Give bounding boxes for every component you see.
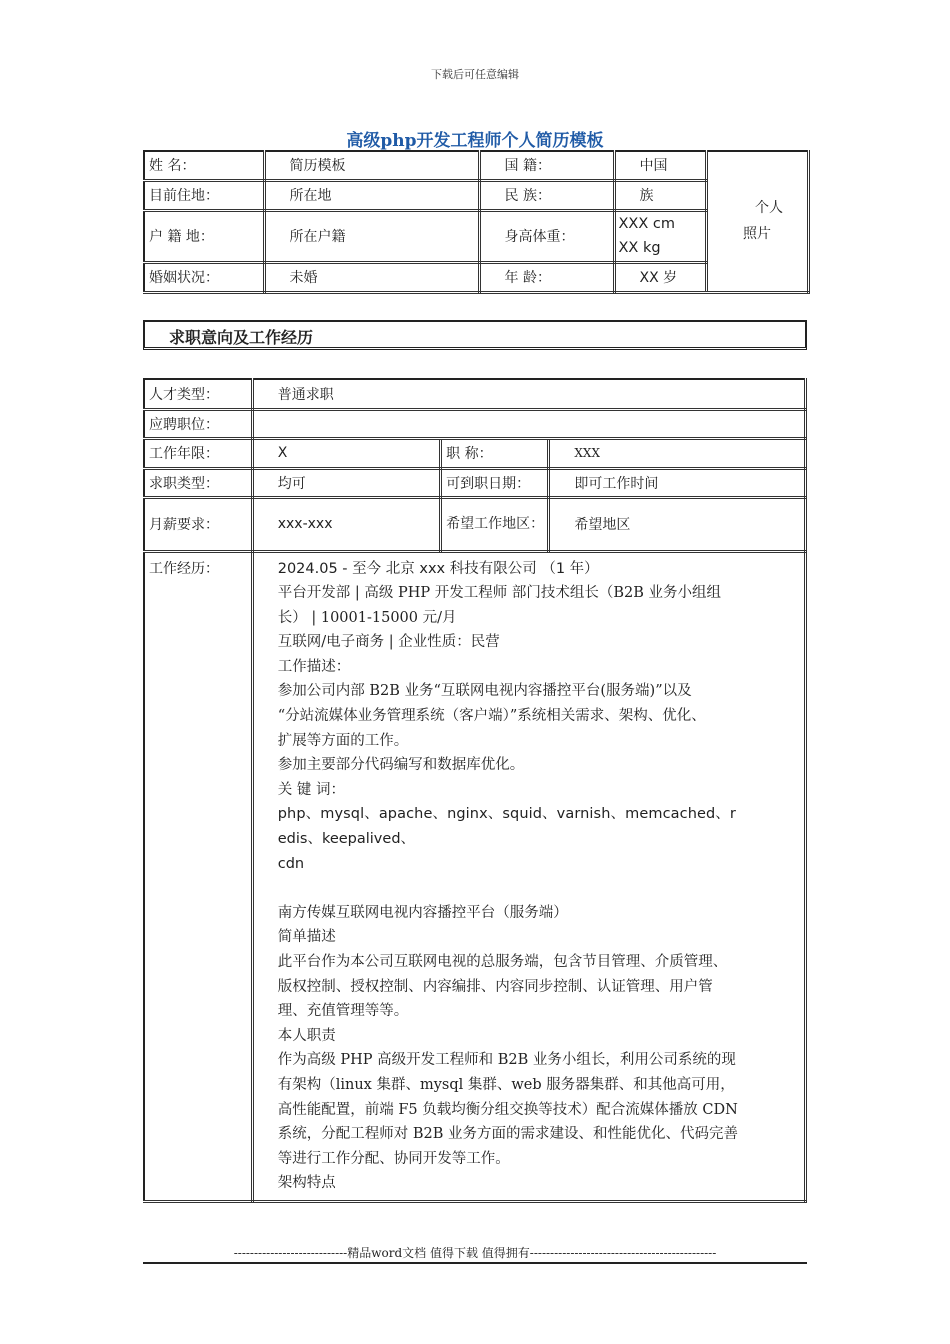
exp-line: edis、keepalived、 bbox=[277, 831, 416, 848]
ethnic-value: 族 bbox=[614, 180, 706, 210]
residence-value: 所在地 bbox=[264, 180, 479, 210]
nation-value: 中国 bbox=[614, 151, 706, 180]
exp-line: 简单描述 bbox=[277, 929, 336, 946]
years-value: X bbox=[252, 438, 440, 468]
marital-label: 婚姻状况： bbox=[144, 262, 264, 292]
start-date-label: 可到职日期： bbox=[441, 468, 549, 497]
height-value: XXX cm bbox=[618, 216, 676, 232]
exp-line: 高性能配置，前端 F5 负载均衡分组交换等技术）配合流媒体播放 CDN bbox=[277, 1101, 738, 1118]
area-value: 希望地区 bbox=[549, 497, 806, 551]
header-note: 下载后可任意编辑 bbox=[431, 68, 519, 81]
job-info-table bbox=[143, 378, 807, 1203]
experience-label: 工作经历： bbox=[144, 551, 252, 1201]
photo-line2: 照片 bbox=[743, 226, 771, 243]
position-label: 应聘职位： bbox=[144, 409, 252, 438]
experience-content bbox=[252, 551, 805, 1201]
salary-value: xxx-xxx bbox=[252, 497, 440, 551]
exp-line: 2024.05 - 至今 北京 xxx 科技有限公司 （1 年） bbox=[277, 560, 599, 577]
exp-line: cdn bbox=[277, 855, 305, 872]
exp-line: 理、充值管理等等。 bbox=[277, 1003, 409, 1020]
photo-placeholder bbox=[706, 151, 808, 292]
talent-type-label: 人才类型： bbox=[144, 379, 252, 409]
residence-label: 目前住地： bbox=[144, 180, 264, 210]
position-value bbox=[252, 409, 805, 438]
exp-line: 工作描述： bbox=[277, 658, 351, 675]
exp-line: “分站流媒体业务管理系统（客户端）”系统相关需求、架构、优化、 bbox=[277, 708, 706, 725]
exp-line: 有架构（linux 集群、mysql 集群、web 服务器集群、和其他高可用， bbox=[277, 1076, 735, 1093]
exp-line: 作为高级 PHP 高级开发工程师和 B2B 业务小组长，利用公司系统的现 bbox=[277, 1052, 736, 1069]
exp-line: 平台开发部 | 高级 PHP 开发工程师 部门技术组长（B2B 业务小组组 bbox=[277, 585, 721, 602]
personal-info-table bbox=[143, 150, 810, 294]
exp-line bbox=[278, 876, 801, 901]
footer-divider bbox=[143, 1262, 807, 1264]
nation-label: 国 籍： bbox=[479, 151, 614, 180]
job-type-label: 求职类型： bbox=[144, 468, 252, 497]
hukou-value: 所在户籍 bbox=[264, 210, 479, 262]
height-weight-label: 身高体重： bbox=[479, 210, 614, 262]
name-value: 简历模板 bbox=[264, 151, 479, 180]
exp-line: 版权控制、授权控制、内容编排、内容同步控制、认证管理、用户管 bbox=[277, 978, 713, 995]
name-label: 姓 名： bbox=[144, 151, 264, 180]
height-weight-value bbox=[614, 210, 706, 262]
exp-line: 扩展等方面的工作。 bbox=[277, 732, 409, 749]
exp-line: 南方传媒互联网电视内容播控平台（服务端） bbox=[277, 904, 568, 921]
exp-line: 系统，分配工程师对 B2B 业务方面的需求建设、和性能优化、代码完善 bbox=[277, 1126, 738, 1143]
title-label: 职 称： bbox=[441, 438, 549, 468]
exp-line: 参加主要部分代码编写和数据库优化。 bbox=[277, 757, 525, 774]
start-date-value: 即可工作时间 bbox=[549, 468, 806, 497]
job-type-value: 均可 bbox=[252, 468, 440, 497]
title-value: XXX bbox=[549, 438, 806, 468]
salary-label: 月薪要求： bbox=[144, 497, 252, 551]
exp-line: 此平台作为本公司互联网电视的总服务端，包含节目管理、介质管理、 bbox=[277, 954, 728, 970]
exp-line: 参加公司内部 B2B 业务“互联网电视内容播控平台(服务端)”以及 bbox=[277, 683, 692, 700]
weight-value: XX kg bbox=[618, 240, 661, 256]
exp-line: 等进行工作分配、协同开发等工作。 bbox=[277, 1150, 510, 1167]
ethnic-label: 民 族： bbox=[479, 180, 614, 210]
page-title: 高级php开发工程师个人简历模板 bbox=[346, 131, 604, 151]
marital-value: 未婚 bbox=[264, 262, 479, 292]
footer-text: ----------------------------精品word文档 值得下载 值得拥有---------------------------------------------- bbox=[233, 1246, 717, 1260]
exp-line: 本人职责 bbox=[277, 1027, 336, 1044]
hukou-label: 户 籍 地： bbox=[144, 210, 264, 262]
age-label: 年 龄： bbox=[479, 262, 614, 292]
exp-line: 互联网/电子商务 | 企业性质：民营 bbox=[277, 634, 500, 651]
exp-line: php、mysql、apache、nginx、squid、varnish、memcached、r bbox=[277, 806, 736, 823]
talent-type-value: 普通求职 bbox=[252, 379, 805, 409]
exp-line: 长） | 10001-15000 元/月 bbox=[277, 609, 457, 626]
exp-line: 关 键 词： bbox=[277, 781, 345, 798]
age-value: XX 岁 bbox=[614, 262, 706, 292]
exp-line: 架构特点 bbox=[277, 1175, 336, 1192]
years-label: 工作年限： bbox=[144, 438, 252, 468]
photo-line1: 个人 bbox=[755, 200, 783, 217]
section-title: 求职意向及工作经历 bbox=[143, 320, 807, 350]
area-label: 希望工作地区： bbox=[441, 497, 549, 551]
